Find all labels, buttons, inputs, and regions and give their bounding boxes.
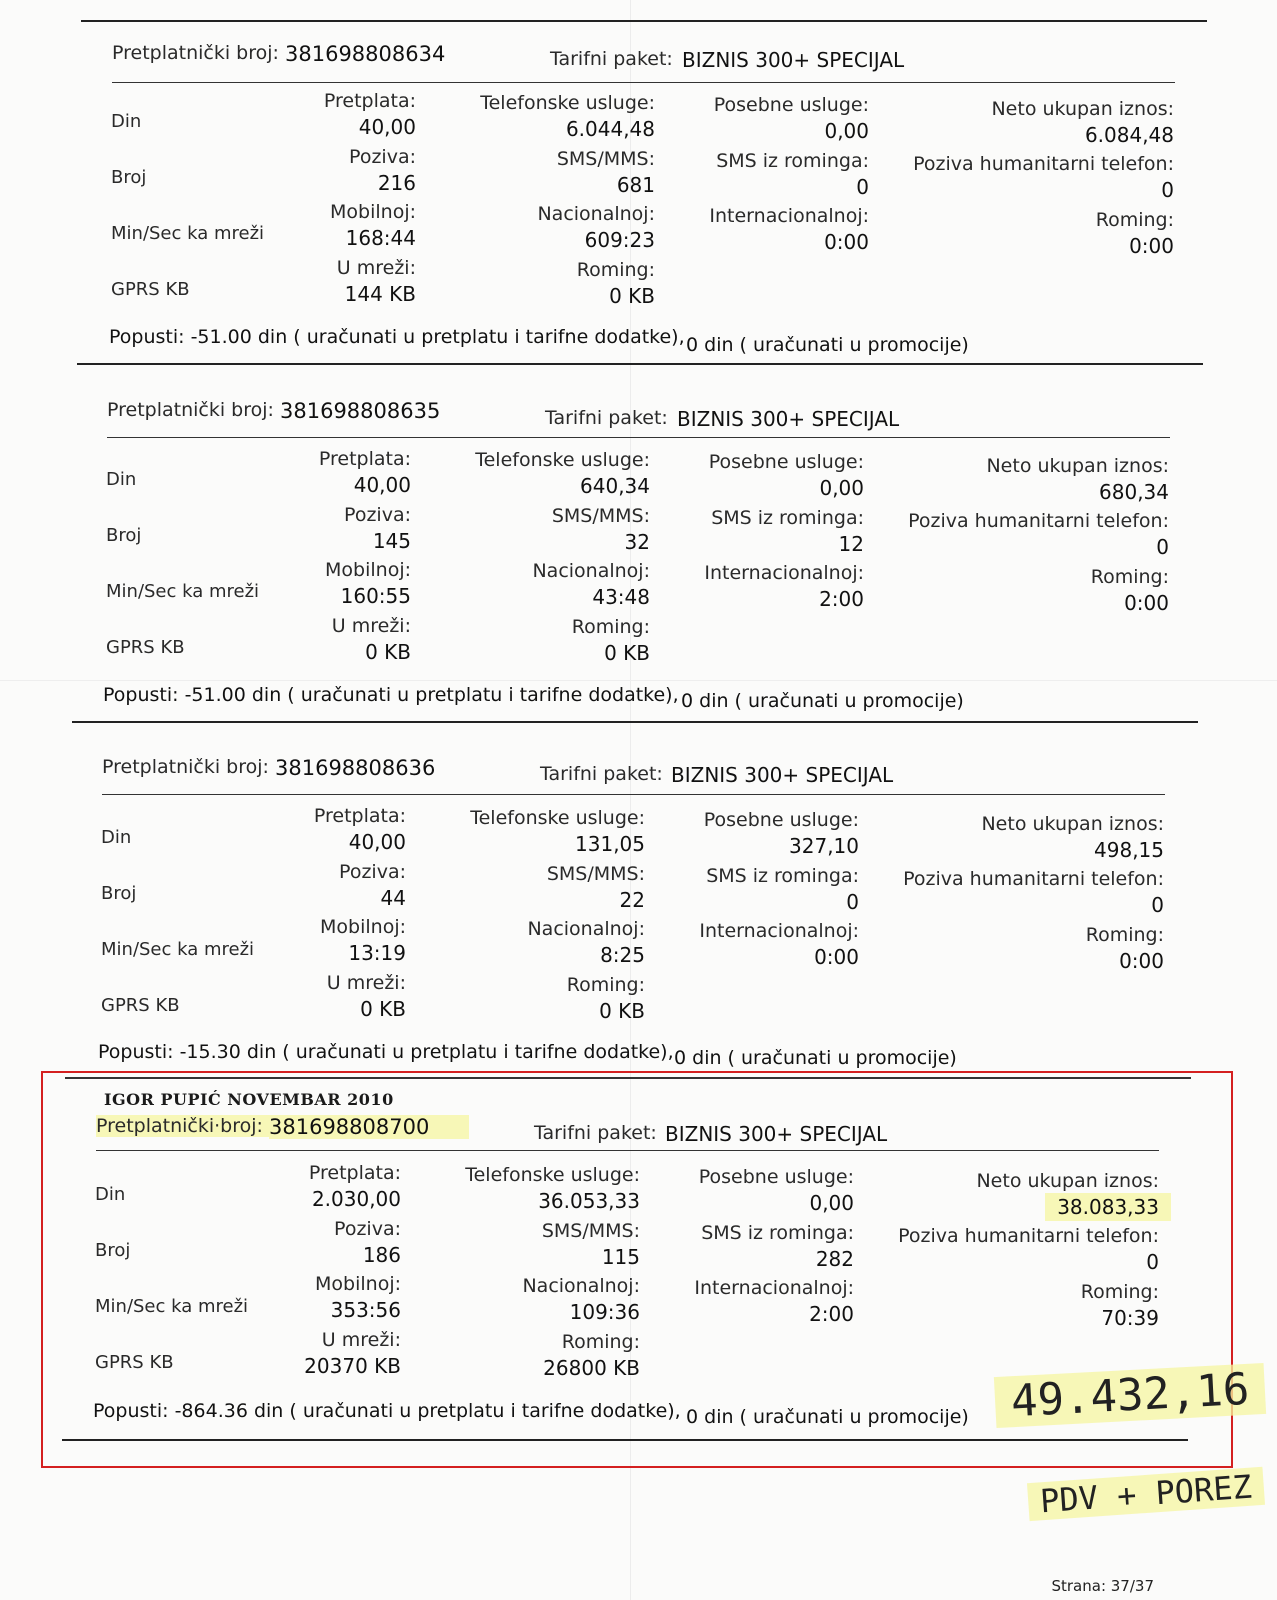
roming-kb-value: 26800 KB [543, 1356, 640, 1380]
internacionalnoj-value: 0:00 [814, 945, 859, 969]
nacionalnoj-value: 8:25 [600, 943, 645, 967]
posebne-label: Posebne usluge: [708, 451, 864, 473]
popusti-line: Popusti: -51.00 din ( uračunati u pretplatu i tarifne dodatke), [109, 326, 685, 348]
pretplata-label: Pretplata: [323, 90, 416, 112]
roming-value: 0:00 [1119, 949, 1164, 973]
subscriber-section-1 [0, 42, 1277, 372]
row-din-label: Din [95, 1184, 126, 1205]
pretplata-label: Pretplata: [308, 1162, 401, 1184]
u-mrezi-value: 144 KB [344, 282, 416, 306]
sms-mms-value: 115 [601, 1245, 640, 1269]
posebne-value: 327,10 [789, 834, 859, 858]
humanitarni-label: Poziva humanitarni telefon: [898, 1225, 1159, 1247]
internacionalnoj-label: Internacionalnoj: [709, 205, 869, 227]
nacionalnoj-label: Nacionalnoj: [527, 918, 645, 940]
divider-3 [65, 1077, 1191, 1079]
roming-kb-label: Roming: [571, 616, 650, 638]
poziva-value: 145 [372, 529, 411, 553]
page-number: Strana: 37/37 [1051, 1577, 1154, 1595]
sms-roming-value: 0 [846, 890, 859, 914]
tariff-label: Tarifni paket: [534, 1122, 657, 1144]
subscriber-number: 381698808700 [269, 1115, 469, 1139]
tariff-package: BIZNIS 300+ SPECIJAL [671, 763, 894, 787]
divider-top [81, 20, 1207, 22]
subscriber-number: 381698808634 [285, 42, 446, 66]
tariff-package: BIZNIS 300+ SPECIJAL [665, 1122, 888, 1146]
sms-roming-label: SMS iz rominga: [701, 1222, 854, 1244]
telefonske-value: 640,34 [580, 474, 650, 498]
roming-label: Roming: [1085, 924, 1164, 946]
tariff-label: Tarifni paket: [540, 763, 663, 785]
subscriber-section-2 [0, 399, 1277, 729]
header-underline [102, 794, 1165, 795]
humanitarni-value: 0 [1161, 178, 1174, 202]
mobilnoj-value: 160:55 [340, 584, 411, 608]
subscriber-section-3 [0, 756, 1277, 1086]
sms-roming-value: 12 [838, 532, 864, 556]
mobilnoj-label: Mobilnoj: [330, 201, 416, 223]
mobilnoj-value: 353:56 [330, 1298, 401, 1322]
popusti-line: Popusti: -51.00 din ( uračunati u pretplatu i tarifne dodatke), [103, 684, 679, 706]
roming-value: 70:39 [1101, 1306, 1159, 1330]
posebne-label: Posebne usluge: [698, 1166, 854, 1188]
tariff-package: BIZNIS 300+ SPECIJAL [682, 48, 905, 72]
handwritten-total: 49.432,16 [994, 1363, 1267, 1428]
row-broj-label: Broj [106, 525, 142, 546]
poziva-value: 44 [380, 886, 406, 910]
row-broj-label: Broj [95, 1240, 131, 1261]
u-mrezi-value: 0 KB [360, 997, 406, 1021]
roming-kb-label: Roming: [566, 974, 645, 996]
internacionalnoj-label: Internacionalnoj: [704, 562, 864, 584]
u-mrezi-label: U mreži: [326, 972, 406, 994]
internacionalnoj-label: Internacionalnoj: [699, 920, 859, 942]
humanitarni-value: 0 [1151, 893, 1164, 917]
telefonske-value: 6.044,48 [565, 117, 655, 141]
u-mrezi-value: 20370 KB [304, 1354, 401, 1378]
row-din-label: Din [106, 469, 137, 490]
row-gprs-label: GPRS KB [106, 637, 185, 658]
pretplata-value: 2.030,00 [311, 1187, 401, 1211]
telefonske-label: Telefonske usluge: [475, 449, 650, 471]
posebne-label: Posebne usluge: [703, 809, 859, 831]
posebne-value: 0,00 [824, 119, 869, 143]
subscriber-number-label: Pretplatnički broj: [107, 399, 274, 421]
promocije-line: 0 din ( uračunati u promocije) [686, 334, 969, 356]
owner-note: IGOR PUPIĆ NOVEMBAR 2010 [104, 1090, 394, 1109]
poziva-label: Poziva: [334, 1218, 401, 1240]
telefonske-value: 131,05 [575, 832, 645, 856]
row-din-label: Din [111, 111, 142, 132]
poziva-value: 186 [362, 1243, 401, 1267]
divider-4 [62, 1439, 1188, 1441]
sms-roming-value: 0 [856, 175, 869, 199]
roming-label: Roming: [1090, 566, 1169, 588]
popusti-line: Popusti: -864.36 din ( uračunati u pretplatu i tarifne dodatke), [93, 1400, 681, 1422]
divider-2 [72, 721, 1198, 723]
poziva-label: Poziva: [349, 146, 416, 168]
sms-mms-label: SMS/MMS: [546, 863, 645, 885]
row-min-label: Min/Sec ka mreži [106, 581, 260, 602]
handwritten-note: PDV + POREZ [1027, 1467, 1265, 1521]
subscriber-section-4 [0, 1087, 1277, 1428]
subscriber-number: 381698808636 [275, 756, 436, 780]
posebne-value: 0,00 [819, 476, 864, 500]
posebne-label: Posebne usluge: [713, 94, 869, 116]
subscriber-number-label: Pretplatnički·broj: [96, 1115, 269, 1137]
row-min-label: Min/Sec ka mreži [101, 939, 255, 960]
nacionalnoj-label: Nacionalnoj: [532, 560, 650, 582]
sms-roming-label: SMS iz rominga: [711, 507, 864, 529]
tariff-package: BIZNIS 300+ SPECIJAL [677, 407, 900, 431]
neto-label: Neto ukupan iznos: [986, 455, 1169, 477]
internacionalnoj-value: 2:00 [809, 1302, 854, 1326]
mobilnoj-value: 168:44 [345, 226, 416, 250]
row-gprs-label: GPRS KB [111, 279, 190, 300]
neto-value: 498,15 [1094, 838, 1164, 862]
sms-mms-label: SMS/MMS: [541, 1220, 640, 1242]
pretplata-label: Pretplata: [313, 805, 406, 827]
header-underline [112, 82, 1175, 83]
sms-mms-value: 22 [619, 888, 645, 912]
mobilnoj-label: Mobilnoj: [315, 1273, 401, 1295]
mobilnoj-label: Mobilnoj: [320, 916, 406, 938]
roming-kb-label: Roming: [576, 259, 655, 281]
subscriber-number-label: Pretplatnički broj: [102, 756, 269, 778]
row-broj-label: Broj [111, 167, 147, 188]
humanitarni-value: 0 [1146, 1250, 1159, 1274]
telefonske-label: Telefonske usluge: [465, 1164, 640, 1186]
sms-roming-label: SMS iz rominga: [706, 865, 859, 887]
u-mrezi-label: U mreži: [331, 615, 411, 637]
pretplata-label: Pretplata: [318, 448, 411, 470]
row-gprs-label: GPRS KB [101, 995, 180, 1016]
neto-value: 680,34 [1099, 480, 1169, 504]
row-min-label: Min/Sec ka mreži [95, 1296, 249, 1317]
nacionalnoj-label: Nacionalnoj: [522, 1275, 640, 1297]
header-underline [107, 437, 1170, 438]
sms-mms-value: 681 [616, 173, 655, 197]
roming-kb-value: 0 KB [609, 284, 655, 308]
row-din-label: Din [101, 827, 132, 848]
row-broj-label: Broj [101, 883, 137, 904]
roming-label: Roming: [1095, 209, 1174, 231]
neto-label: Neto ukupan iznos: [976, 1170, 1159, 1192]
tariff-label: Tarifni paket: [550, 48, 673, 70]
row-gprs-label: GPRS KB [95, 1352, 174, 1373]
poziva-label: Poziva: [344, 504, 411, 526]
roming-kb-label: Roming: [561, 1331, 640, 1353]
poziva-label: Poziva: [339, 861, 406, 883]
row-min-label: Min/Sec ka mreži [111, 223, 265, 244]
poziva-value: 216 [377, 171, 416, 195]
nacionalnoj-value: 109:36 [569, 1300, 640, 1324]
promocije-line: 0 din ( uračunati u promocije) [674, 1047, 957, 1069]
promocije-line: 0 din ( uračunati u promocije) [681, 690, 964, 712]
humanitarni-label: Poziva humanitarni telefon: [908, 510, 1169, 532]
pretplata-value: 40,00 [358, 115, 416, 139]
roming-kb-value: 0 KB [599, 999, 645, 1023]
subscriber-number-label: Pretplatnički broj: [112, 42, 279, 64]
telefonske-value: 36.053,33 [538, 1189, 640, 1213]
nacionalnoj-label: Nacionalnoj: [537, 203, 655, 225]
roming-label: Roming: [1080, 1281, 1159, 1303]
pretplata-value: 40,00 [353, 473, 411, 497]
neto-label: Neto ukupan iznos: [981, 813, 1164, 835]
roming-kb-value: 0 KB [604, 641, 650, 665]
internacionalnoj-value: 0:00 [824, 230, 869, 254]
sms-mms-label: SMS/MMS: [556, 148, 655, 170]
mobilnoj-label: Mobilnoj: [325, 559, 411, 581]
neto-value: 38.083,33 [1045, 1193, 1171, 1221]
humanitarni-label: Poziva humanitarni telefon: [913, 153, 1174, 175]
popusti-line: Popusti: -15.30 din ( uračunati u pretplatu i tarifne dodatke), [98, 1041, 674, 1063]
internacionalnoj-label: Internacionalnoj: [694, 1277, 854, 1299]
divider-1 [77, 363, 1203, 365]
header-underline [96, 1150, 1159, 1151]
promocije-line: 0 din ( uračunati u promocije) [686, 1406, 969, 1428]
u-mrezi-value: 0 KB [365, 640, 411, 664]
nacionalnoj-value: 43:48 [592, 585, 650, 609]
sms-mms-label: SMS/MMS: [551, 505, 650, 527]
sms-mms-value: 32 [624, 530, 650, 554]
tariff-label: Tarifni paket: [545, 407, 668, 429]
telefonske-label: Telefonske usluge: [470, 807, 645, 829]
humanitarni-label: Poziva humanitarni telefon: [903, 868, 1164, 890]
roming-value: 0:00 [1124, 591, 1169, 615]
pretplata-value: 40,00 [348, 830, 406, 854]
subscriber-number: 381698808635 [280, 399, 441, 423]
u-mrezi-label: U mreži: [336, 257, 416, 279]
neto-value: 6.084,48 [1084, 123, 1174, 147]
mobilnoj-value: 13:19 [348, 941, 406, 965]
u-mrezi-label: U mreži: [321, 1329, 401, 1351]
humanitarni-value: 0 [1156, 535, 1169, 559]
internacionalnoj-value: 2:00 [819, 587, 864, 611]
sms-roming-label: SMS iz rominga: [716, 150, 869, 172]
sms-roming-value: 282 [815, 1247, 854, 1271]
telefonske-label: Telefonske usluge: [480, 92, 655, 114]
neto-label: Neto ukupan iznos: [991, 98, 1174, 120]
nacionalnoj-value: 609:23 [584, 228, 655, 252]
posebne-value: 0,00 [809, 1191, 854, 1215]
roming-value: 0:00 [1129, 234, 1174, 258]
